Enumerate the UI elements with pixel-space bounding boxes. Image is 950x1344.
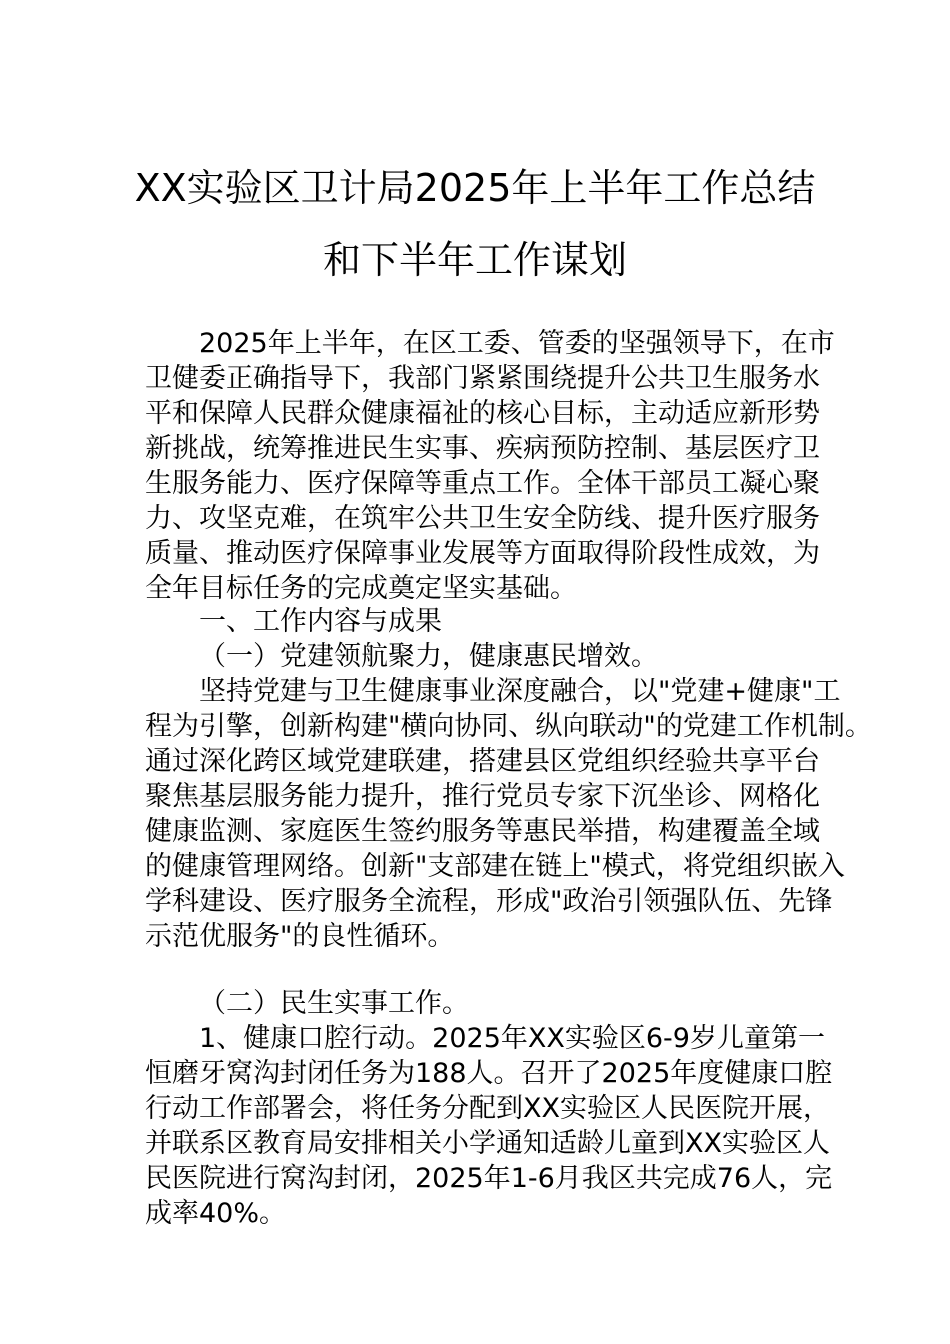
subsection-heading: （二）民生实事工作。 — [199, 988, 469, 1019]
document-title-line-1: XX实验区卫计局2025年上半年工作总结 — [134, 166, 816, 210]
document-title-line-2: 和下半年工作谋划 — [322, 238, 627, 282]
intro-paragraph-line: 力、攻坚克难，在筑牢公共卫生安全防线、提升医疗服务 — [145, 503, 820, 534]
intro-paragraph-line: 全年目标任务的完成奠定坚实基础。 — [145, 573, 577, 604]
oral-health-paragraph-line: 行动工作部署会，将任务分配到XX实验区人民医院开展， — [145, 1093, 830, 1124]
oral-health-paragraph-line: 恒磨牙窝沟封闭任务为188人。召开了2025年度健康口腔 — [145, 1058, 833, 1089]
intro-paragraph-line: 平和保障人民群众健康福祉的核心目标，主动适应新形势 — [145, 398, 820, 429]
party-paragraph-line: 示范优服务"的良性循环。 — [145, 921, 455, 952]
party-paragraph-line: 健康监测、家庭医生签约服务等惠民举措，构建覆盖全域 — [145, 816, 820, 847]
party-paragraph-line: 的健康管理网络。创新"支部建在链上"模式，将党组织嵌入 — [145, 851, 845, 882]
party-paragraph-line: 聚焦基层服务能力提升，推行党员专家下沉坐诊、网格化 — [145, 781, 820, 812]
oral-health-paragraph-line: 并联系区教育局安排相关小学通知适龄儿童到XX实验区人 — [145, 1128, 830, 1159]
oral-health-paragraph-line: 民医院进行窝沟封闭，2025年1-6月我区共完成76人，完 — [145, 1163, 833, 1194]
party-paragraph-line: 程为引擎，创新构建"横向协同、纵向联动"的党建工作机制。 — [145, 711, 872, 742]
party-paragraph-line: 通过深化跨区域党建联建，搭建县区党组织经验共享平台 — [145, 746, 820, 777]
intro-paragraph-line: 卫健委正确指导下，我部门紧紧围绕提升公共卫生服务水 — [145, 363, 820, 394]
oral-health-paragraph-line: 1、健康口腔行动。2025年XX实验区6-9岁儿童第一 — [199, 1023, 825, 1054]
intro-paragraph-line: 质量、推动医疗保障事业发展等方面取得阶段性成效，为 — [145, 538, 820, 569]
intro-paragraph-line: 生服务能力、医疗保障等重点工作。全体干部员工凝心聚 — [145, 468, 820, 499]
section-heading: 一、工作内容与成果 — [199, 606, 442, 637]
subsection-heading: （一）党建领航聚力，健康惠民增效。 — [199, 641, 658, 672]
intro-paragraph-line: 新挑战，统筹推进民生实事、疾病预防控制、基层医疗卫 — [145, 433, 820, 464]
party-paragraph-line: 坚持党建与卫生健康事业深度融合，以"党建+健康"工 — [199, 676, 841, 707]
intro-paragraph-line: 2025年上半年，在区工委、管委的坚强领导下，在市 — [199, 328, 835, 359]
party-paragraph-line: 学科建设、医疗服务全流程，形成"政治引领强队伍、先锋 — [145, 886, 833, 917]
oral-health-paragraph-line: 成率40%。 — [145, 1198, 287, 1229]
